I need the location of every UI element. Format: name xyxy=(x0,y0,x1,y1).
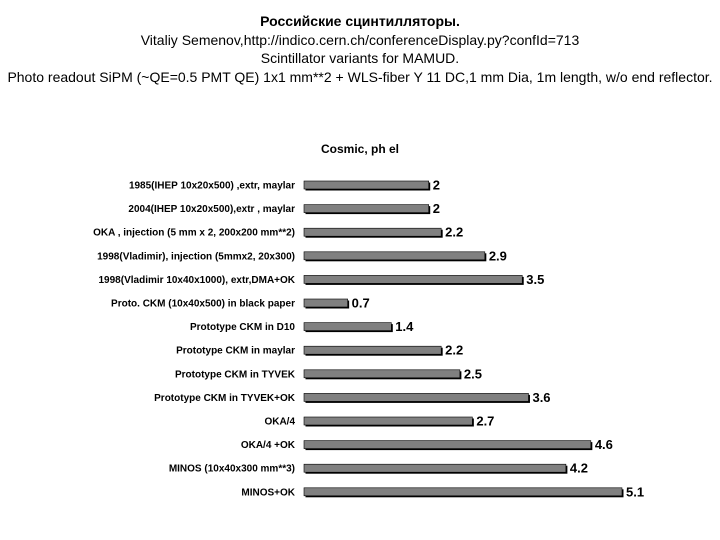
value-label: 4.2 xyxy=(569,460,588,476)
value-label: 4.6 xyxy=(594,437,613,453)
value-label: 3.5 xyxy=(526,271,545,287)
bar xyxy=(304,181,429,189)
category-label: OKA , injection (5 mm x 2, 200x200 mm**2) xyxy=(93,227,295,239)
bar xyxy=(304,275,522,283)
value-label: 2.5 xyxy=(463,366,482,382)
chart-title: Cosmic, ph el xyxy=(320,142,400,156)
bar xyxy=(304,370,460,378)
bar xyxy=(304,205,429,213)
value-label: 5.1 xyxy=(626,484,645,500)
category-label: 2004(IHEP 10x20x500),extr , maylar xyxy=(128,204,295,216)
category-label: MINOS+OK xyxy=(241,487,295,499)
category-label: 1998(Vladimir), injection (5mmx2, 20x300) xyxy=(97,251,295,263)
category-label: MINOS (10x40x300 mm**3) xyxy=(168,463,295,475)
value-label: 2 xyxy=(432,177,440,193)
category-label: Prototype CKM in D10 xyxy=(189,322,295,334)
category-label: 1985(IHEP 10x20x500) ,extr, maylar xyxy=(128,180,295,192)
value-label: 0.7 xyxy=(351,295,370,311)
category-label: Proto. CKM (10x40x500) in black paper xyxy=(111,298,295,310)
author-line: Vitaliy Semenov,http://indico.cern.ch/conferenceDisplay.py?confId=713 xyxy=(140,31,580,48)
bar xyxy=(304,464,566,472)
category-label: Prototype CKM in TYVEK+OK xyxy=(154,392,295,404)
bar xyxy=(304,252,485,260)
bar xyxy=(304,299,348,307)
category-label: Prototype CKM in TYVEK xyxy=(174,369,295,381)
value-label: 2 xyxy=(432,201,440,217)
subtitle-line: Scintillator variants for MAMUD. xyxy=(260,50,460,67)
category-label: OKA/4 +OK xyxy=(240,440,295,452)
category-label: OKA/4 xyxy=(264,416,295,428)
readout-description: Photo readout SiPM (~QE=0.5 PMT QE) 1x1 mm**2 + WLS-fiber Y 11 DC,1 mm Dia, 1m length, w/o end reflector. xyxy=(7,68,713,85)
category-label: Prototype CKM in maylar xyxy=(176,345,295,357)
bar xyxy=(304,228,441,236)
value-label: 1.4 xyxy=(395,319,414,335)
value-label: 2.2 xyxy=(445,342,464,358)
value-label: 3.6 xyxy=(532,389,551,405)
bar xyxy=(304,417,472,425)
bar xyxy=(304,393,528,401)
bar xyxy=(304,441,591,449)
category-label: 1998(Vladimir 10x40x1000), extr,DMA+OK xyxy=(98,274,295,286)
value-label: 2.2 xyxy=(445,224,464,240)
bar xyxy=(304,323,391,331)
value-label: 2.9 xyxy=(488,248,507,264)
bar xyxy=(304,346,441,354)
bar xyxy=(304,488,622,496)
page-title: Российские сцинтилляторы. xyxy=(260,13,460,29)
value-label: 2.7 xyxy=(476,413,495,429)
